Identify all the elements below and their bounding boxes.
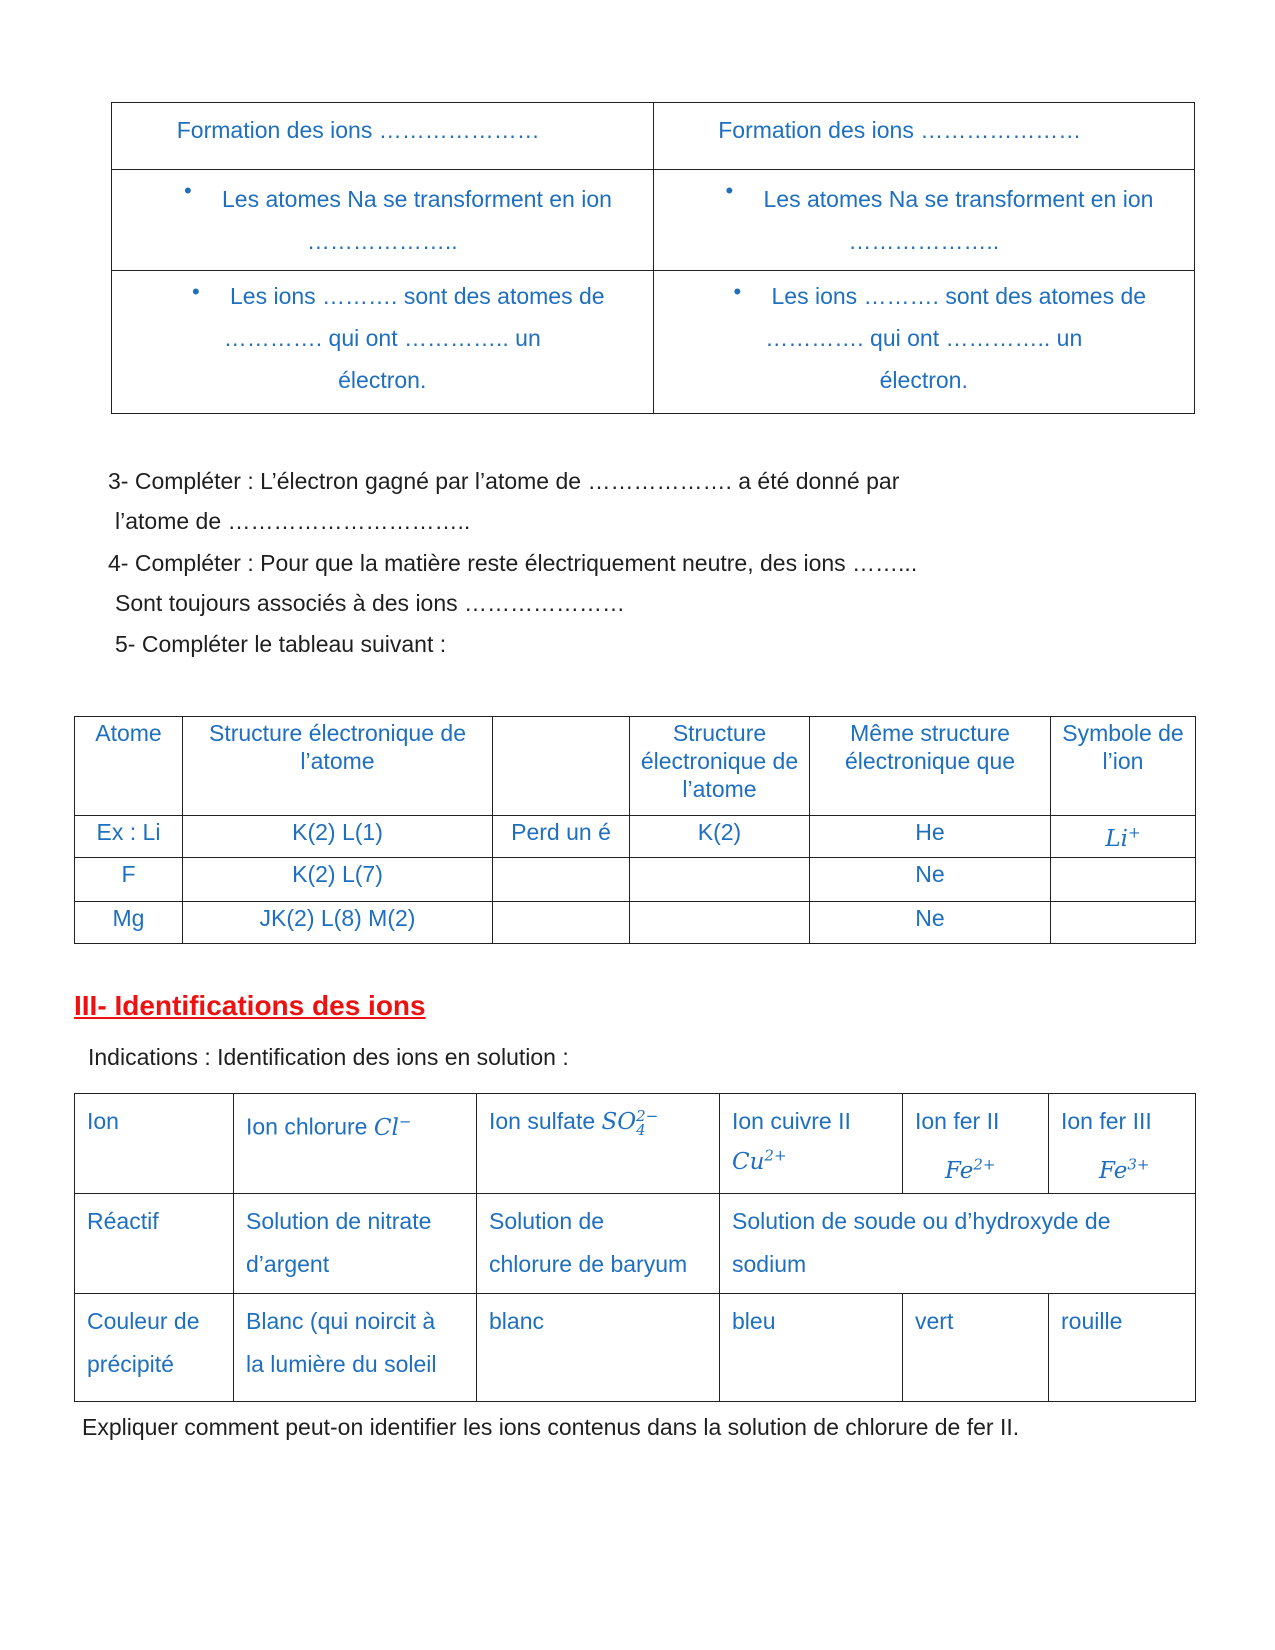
- li-symbol: [1105, 823, 1141, 852]
- question-3-line2: l’atome de …………………………..: [115, 508, 471, 534]
- text: Ion sulfate: [489, 1108, 596, 1134]
- question-3-line1: 3- Compléter : L’électron gagné par l’atome de ………………. a été donné par: [108, 468, 900, 494]
- cell-same-as: Ne: [810, 902, 1051, 944]
- header-symbole: Symbole de l’ion: [1051, 717, 1196, 816]
- cell-couleur-sulfate: blanc: [477, 1293, 720, 1401]
- cell-symbol: [1051, 902, 1196, 944]
- cell-ion-structure: K(2): [630, 816, 810, 858]
- charge: 2+: [973, 1155, 996, 1173]
- charge: +: [1128, 823, 1141, 841]
- table1-cell: [653, 170, 1195, 271]
- text: Ion chlorure: [246, 1113, 368, 1140]
- table1-cell: [653, 271, 1195, 414]
- symbol: SO: [601, 1109, 637, 1135]
- cell-structure: K(2) L(7): [183, 858, 493, 902]
- text: Solution de soude ou d’hydroxyde de: [732, 1207, 1111, 1234]
- header-structure: Structure électronique de l’atome: [183, 717, 493, 816]
- table1-cell: [112, 271, 654, 414]
- table1-header-right: Formation des ions …………………: [653, 103, 1195, 170]
- header-structure-ion: Structure électronique de l’atome: [630, 717, 810, 816]
- text: chlorure de baryum: [489, 1250, 688, 1277]
- bullet-item: [124, 271, 641, 317]
- text-line: électron.: [338, 367, 427, 393]
- cell-action: Perd un é: [493, 816, 630, 858]
- row-label-ion: Ion: [75, 1094, 234, 1194]
- header-atome: Atome: [75, 717, 183, 816]
- cell-action: [493, 902, 630, 944]
- cell-ion-structure: [630, 902, 810, 944]
- cell-sulfate: [477, 1094, 720, 1194]
- text-line: …………. qui ont ………….. un: [765, 325, 1083, 351]
- bullet-item: [666, 271, 1183, 317]
- text: Les ions ………. sont des atomes de: [771, 283, 1147, 309]
- subscript: 4: [636, 1121, 646, 1139]
- header-empty: [493, 717, 630, 816]
- cell-action: [493, 858, 630, 902]
- fer2-formula: [915, 1155, 996, 1184]
- text: Blanc (qui noircit à: [246, 1307, 436, 1334]
- question-4-line2: Sont toujours associés à des ions …………………: [115, 590, 626, 616]
- ion-identification-table: [74, 1093, 1196, 1402]
- symbol: Cu: [732, 1148, 765, 1175]
- cell-fer3: [1049, 1094, 1196, 1194]
- table1-header-left: Formation des ions …………………: [112, 103, 654, 170]
- header-same-structure: Même structure électronique que: [810, 717, 1051, 816]
- cell-reactif-soude: [720, 1193, 1196, 1293]
- indications-text: Indications : Identification des ions en solution :: [88, 1044, 569, 1070]
- cell-symbol: [1051, 816, 1196, 858]
- chlorure-formula: [373, 1112, 412, 1141]
- blank-line: ………………..: [306, 228, 458, 254]
- text: Les atomes Na se transforment en ion: [222, 186, 612, 212]
- text: Solution de nitrate: [246, 1207, 432, 1234]
- charge: 2−: [636, 1107, 659, 1125]
- cell-cuivre: [720, 1094, 903, 1194]
- row-label-reactif: Réactif: [75, 1193, 234, 1293]
- section-title: III- Identifications des ions: [74, 990, 426, 1021]
- cell-reactif-chlorure: [234, 1193, 477, 1293]
- text: la lumière du soleil: [246, 1350, 437, 1377]
- text: Les ions ………. sont des atomes de: [230, 283, 605, 309]
- cell-couleur-cuivre: bleu: [720, 1293, 903, 1401]
- bullet-item: [666, 170, 1183, 220]
- cell-atom: F: [75, 858, 183, 902]
- cell-couleur-fer2: vert: [903, 1293, 1049, 1401]
- symbol: Fe: [945, 1157, 974, 1184]
- cuivre-formula: [732, 1146, 787, 1175]
- cell-same-as: Ne: [810, 858, 1051, 902]
- table1-cell: [112, 170, 654, 271]
- charge: −: [398, 1112, 412, 1130]
- cell-couleur-fer3: rouille: [1049, 1293, 1196, 1401]
- sulfate-formula: [601, 1107, 659, 1139]
- text: Ion cuivre II: [732, 1108, 851, 1134]
- row-label-couleur: [75, 1293, 234, 1401]
- cell-couleur-chlorure: [234, 1293, 477, 1401]
- text: Ion fer II: [915, 1108, 1000, 1134]
- cell-chlorure: [234, 1094, 477, 1194]
- cell-reactif-sulfate: [477, 1193, 720, 1293]
- text: Couleur de: [87, 1307, 200, 1334]
- cell-atom: Mg: [75, 902, 183, 944]
- text: précipité: [87, 1350, 174, 1377]
- bullet-item: [124, 170, 641, 220]
- text-line: …………. qui ont ………….. un: [223, 325, 541, 351]
- fer3-formula: [1061, 1155, 1150, 1184]
- blank-line: ………………..: [848, 228, 1000, 254]
- text: Ion fer III: [1061, 1108, 1152, 1134]
- charge: 3+: [1127, 1155, 1150, 1173]
- question-5: 5- Compléter le tableau suivant :: [115, 631, 447, 657]
- cell-structure: JK(2) L(8) M(2): [183, 902, 493, 944]
- symbol: Fe: [1099, 1157, 1128, 1184]
- cell-same-as: He: [810, 816, 1051, 858]
- cell-ion-structure: [630, 858, 810, 902]
- cell-fer2: [903, 1094, 1049, 1194]
- text: Solution de: [489, 1207, 605, 1234]
- cell-atom: Ex : Li: [75, 816, 183, 858]
- cell-structure: K(2) L(1): [183, 816, 493, 858]
- question-4-line1: 4- Compléter : Pour que la matière reste électriquement neutre, des ions ……...: [108, 550, 918, 576]
- symbol: Cl: [373, 1114, 399, 1141]
- charge: 2+: [764, 1146, 787, 1164]
- text: Les atomes Na se transforment en ion: [763, 186, 1154, 212]
- final-question: Expliquer comment peut-on identifier les ions contenus dans la solution de chlorure de fer II.: [82, 1414, 1020, 1440]
- electronic-structure-table: [74, 716, 1196, 944]
- text: d’argent: [246, 1250, 330, 1277]
- symbol-text: Li: [1105, 825, 1129, 852]
- ion-formation-table: [111, 102, 1195, 414]
- text-line: électron.: [879, 367, 968, 393]
- text: sodium: [732, 1250, 807, 1277]
- cell-symbol: [1051, 858, 1196, 902]
